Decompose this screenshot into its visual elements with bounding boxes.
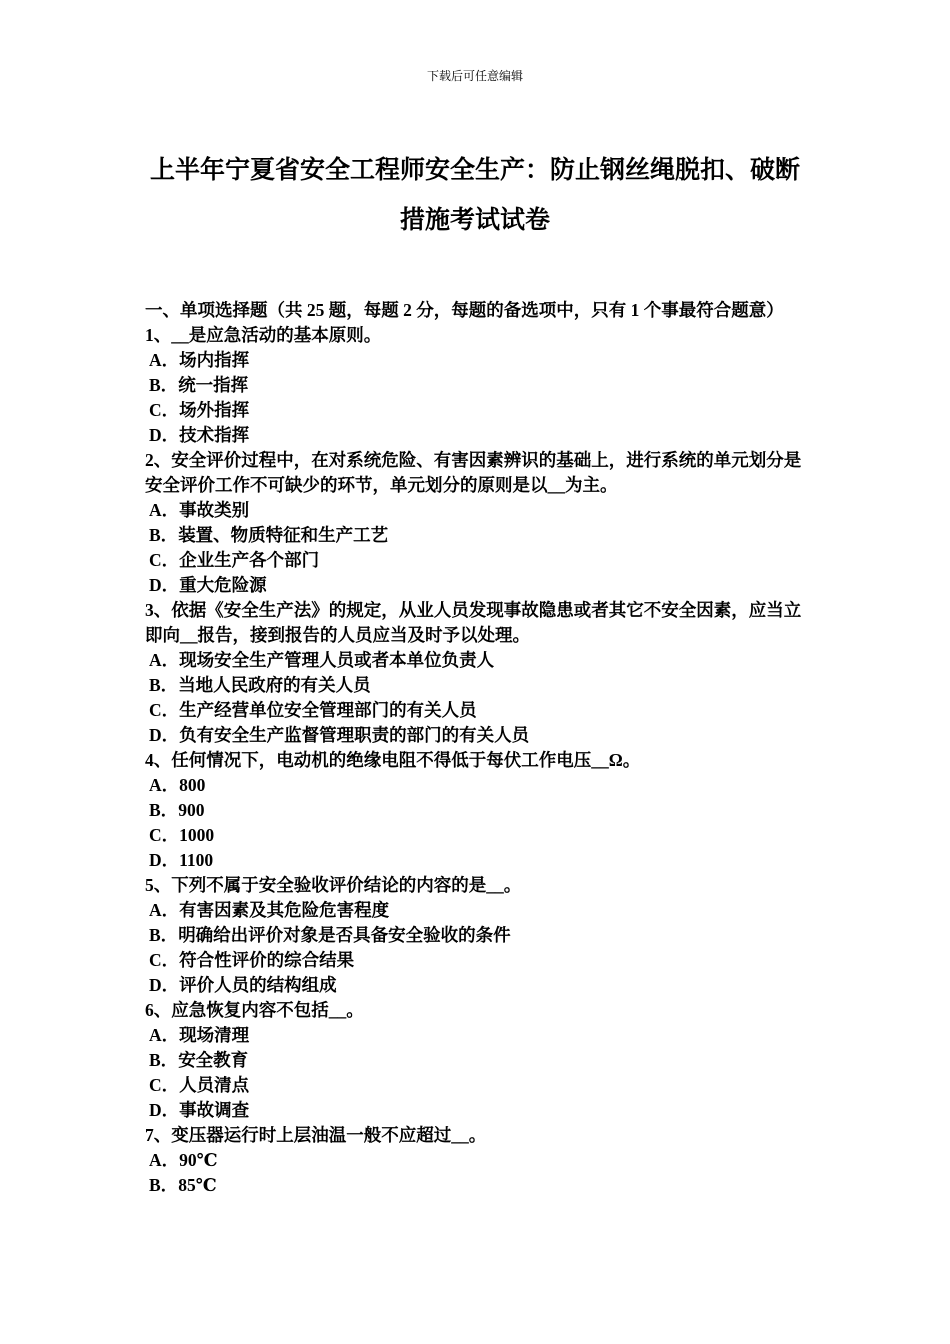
question-text: 1、__是应急活动的基本原则。: [145, 325, 382, 345]
option-c: C．1000: [149, 825, 215, 845]
question-6: [145, 998, 810, 1123]
option-d: D．1100: [149, 850, 214, 870]
question-1: [145, 323, 810, 448]
option-a: A．现场清理: [149, 1025, 250, 1045]
option-b: B．装置、物质特征和生产工艺: [149, 525, 389, 545]
option-b: B．85℃: [149, 1175, 217, 1195]
option-d: D．评价人员的结构组成: [149, 975, 337, 995]
option-list: [145, 648, 810, 748]
question-7: [145, 1123, 810, 1198]
exam-body: [145, 298, 810, 1198]
question-text: 4、任何情况下，电动机的绝缘电阻不得低于每伏工作电压__Ω。: [145, 750, 641, 770]
option-list: [145, 1148, 810, 1198]
option-list: [145, 898, 810, 998]
option-c: C．企业生产各个部门: [149, 550, 320, 570]
option-a: A．有害因素及其危险危害程度: [149, 900, 390, 920]
option-a: A．现场安全生产管理人员或者本单位负责人: [149, 650, 495, 670]
header-note: 下载后可任意编辑: [426, 69, 523, 83]
question-text: 3、依据《安全生产法》的规定，从业人员发现事故隐患或者其它不安全因素，应当立即向__报告，接到报告的人员应当及时予以处理。: [145, 600, 802, 645]
option-b: B．明确给出评价对象是否具备安全验收的条件: [149, 925, 511, 945]
document-title: 上半年宁夏省安全工程师安全生产：防止钢丝绳脱扣、破断措施考试试卷: [149, 157, 800, 234]
question-text: 5、下列不属于安全验收评价结论的内容的是__。: [145, 875, 522, 895]
option-c: C．人员清点: [149, 1075, 250, 1095]
option-d: D．负有安全生产监督管理职责的部门的有关人员: [149, 725, 530, 745]
option-d: D．重大危险源: [149, 575, 267, 595]
option-a: A．场内指挥: [149, 350, 250, 370]
option-list: [145, 348, 810, 448]
question-4: [145, 748, 810, 873]
option-c: C．生产经营单位安全管理部门的有关人员: [149, 700, 477, 720]
option-a: A．事故类别: [149, 500, 250, 520]
option-d: D．技术指挥: [149, 425, 250, 445]
question-3: [145, 598, 810, 748]
question-5: [145, 873, 810, 998]
option-d: D．事故调查: [149, 1100, 250, 1120]
section-heading: 一、单项选择题（共 25 题，每题 2 分，每题的备选项中，只有 1 个事最符合题意）: [145, 300, 784, 320]
option-list: [145, 773, 810, 873]
option-list: [145, 498, 810, 598]
option-b: B．统一指挥: [149, 375, 249, 395]
question-text: 7、变压器运行时上层油温一般不应超过__。: [145, 1125, 487, 1145]
question-2: [145, 448, 810, 598]
option-c: C．符合性评价的综合结果: [149, 950, 355, 970]
option-b: B．当地人民政府的有关人员: [149, 675, 371, 695]
option-a: A．90℃: [149, 1150, 218, 1170]
question-text: 6、应急恢复内容不包括__。: [145, 1000, 364, 1020]
question-text: 2、安全评价过程中，在对系统危险、有害因素辨识的基础上，进行系统的单元划分是安全评价工作不可缺少的环节，单元划分的原则是以__为主。: [145, 450, 802, 495]
option-b: B．900: [149, 800, 205, 820]
option-a: A．800: [149, 775, 206, 795]
option-c: C．场外指挥: [149, 400, 250, 420]
option-b: B．安全教育: [149, 1050, 249, 1070]
option-list: [145, 1023, 810, 1123]
